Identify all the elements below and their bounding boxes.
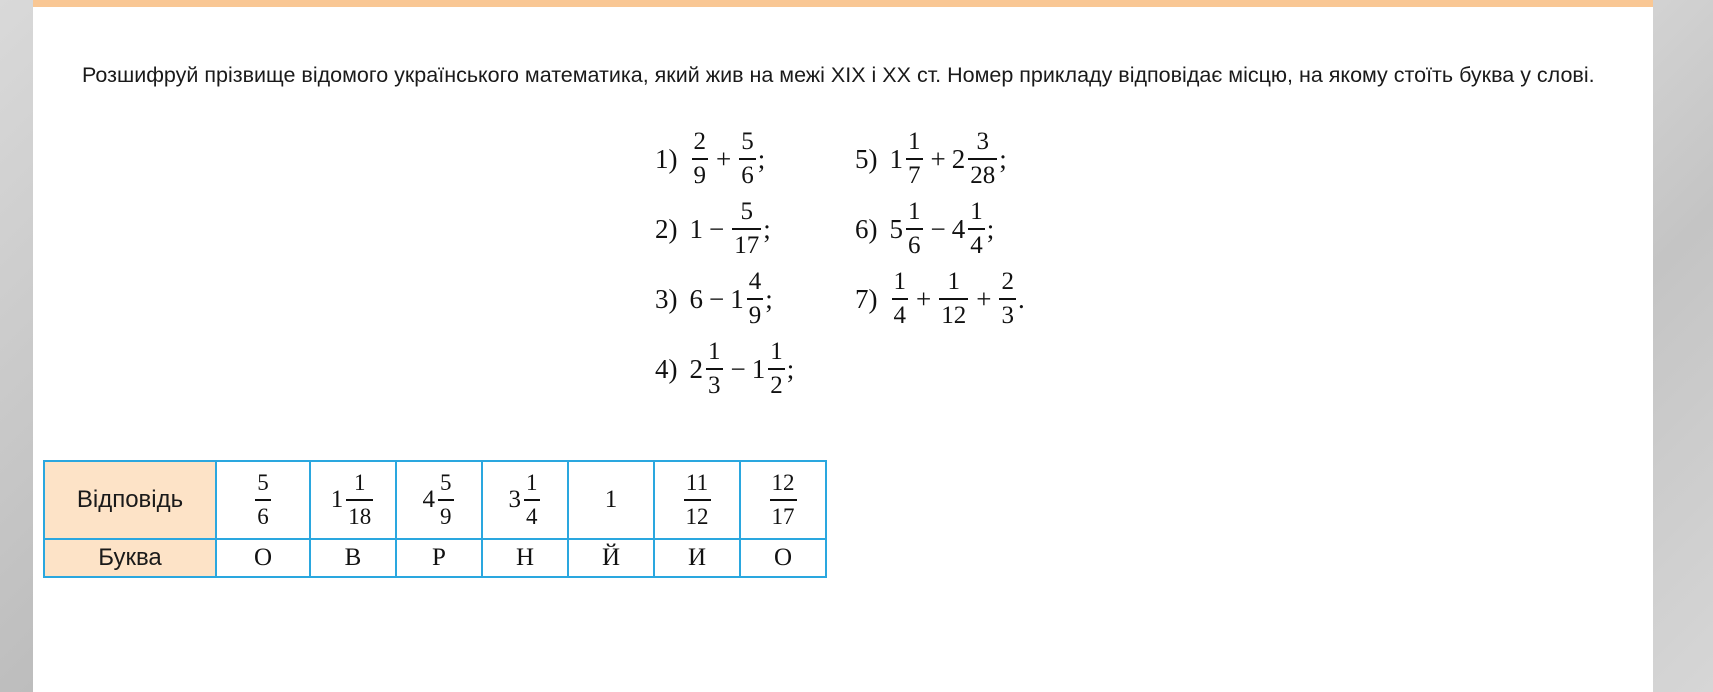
- fraction: [346, 467, 373, 533]
- denominator: 28: [970, 162, 996, 189]
- denominator: 2: [770, 372, 783, 399]
- letter-cell: Й: [568, 539, 654, 577]
- answer-cell: [482, 461, 568, 539]
- letter-cell: О: [216, 539, 310, 577]
- problem-2: [655, 196, 771, 262]
- answer-value: [605, 486, 618, 514]
- letter-cell: И: [654, 539, 740, 577]
- denominator: 4: [970, 232, 983, 259]
- numerator: 11: [685, 470, 709, 495]
- whole-part: 3: [508, 486, 521, 513]
- denominator: 18: [348, 504, 372, 529]
- answer-value: [768, 467, 799, 533]
- numerator: 2: [693, 128, 706, 155]
- problem-6: [855, 196, 994, 262]
- fraction: [906, 196, 923, 262]
- math-text: ;: [986, 213, 995, 244]
- answer-value: [509, 467, 542, 533]
- whole-part: 5: [889, 213, 903, 244]
- numerator: 1: [770, 338, 783, 365]
- numerator: 2: [1001, 268, 1014, 295]
- denominator: 9: [693, 162, 706, 189]
- operator: +: [716, 143, 732, 174]
- fraction: [524, 467, 540, 533]
- answer-table: [43, 460, 827, 578]
- fraction: [892, 266, 909, 332]
- fraction: [906, 126, 923, 192]
- fraction: [768, 336, 785, 402]
- answer-cell: [216, 461, 310, 539]
- letter-cell: Н: [482, 539, 568, 577]
- whole-part: 2: [689, 353, 703, 384]
- answer-cell: [396, 461, 482, 539]
- math-text: ;: [765, 283, 773, 314]
- fraction: [999, 266, 1016, 332]
- fraction: [684, 467, 711, 533]
- problem-number: 5): [855, 143, 878, 174]
- numerator: 3: [976, 128, 989, 155]
- problem-7: [855, 266, 1025, 332]
- numerator: 1: [908, 128, 921, 155]
- operator: −: [709, 213, 725, 244]
- answer-value: [682, 467, 713, 533]
- denominator: 4: [893, 302, 906, 329]
- answer-cell: [740, 461, 826, 539]
- math-text: ;: [757, 143, 766, 174]
- numerator: 1: [908, 198, 921, 225]
- operator: +: [916, 283, 932, 314]
- numerator: 4: [748, 268, 762, 295]
- fraction: [706, 336, 723, 402]
- problem-number: 4): [655, 353, 678, 384]
- numerator: 1: [708, 338, 721, 365]
- whole-part: 1: [330, 486, 344, 513]
- denominator: 12: [685, 504, 709, 529]
- whole-part: 1: [889, 143, 903, 174]
- answer-cell: [568, 461, 654, 539]
- denominator: 17: [734, 232, 760, 259]
- problem-number: 1): [655, 143, 678, 174]
- problem-3: [655, 266, 773, 332]
- fraction: [255, 467, 271, 533]
- denominator: 6: [908, 232, 921, 259]
- numerator: 1: [947, 268, 960, 295]
- math-text: ;: [786, 353, 795, 384]
- numerator: 5: [440, 470, 452, 495]
- problems-list: [33, 0, 1653, 692]
- fraction: [770, 467, 797, 533]
- fraction: [438, 467, 454, 533]
- denominator: 9: [748, 302, 762, 329]
- fraction: [939, 266, 968, 332]
- answer-cell: [654, 461, 740, 539]
- operator: −: [930, 213, 946, 244]
- fraction: [692, 126, 709, 192]
- fraction: [739, 126, 756, 192]
- operator: +: [976, 283, 992, 314]
- fraction: [968, 196, 985, 262]
- problem-number: 7): [855, 283, 878, 314]
- content-panel: [33, 0, 1653, 692]
- problem-number: 3): [655, 283, 678, 314]
- letter-cell: Р: [396, 539, 482, 577]
- denominator: 12: [941, 302, 967, 329]
- numerator: 12: [771, 470, 795, 495]
- task-instruction: Розшифруй прізвище відомого українського математика, який жив на межі XIX і XX ст. Номер прикладу відповідає місцю, на якому стоїть буква у слові.: [82, 63, 1595, 87]
- denominator: 6: [741, 162, 754, 189]
- numerator: 1: [354, 470, 366, 495]
- answer-cell: [310, 461, 396, 539]
- answer-row-label: Відповідь: [44, 461, 216, 539]
- problem-5: [855, 126, 1007, 192]
- letter-row: [44, 539, 826, 577]
- denominator: 9: [440, 504, 452, 529]
- math-text: 1: [689, 213, 703, 244]
- denominator: 7: [908, 162, 921, 189]
- operator: +: [930, 143, 946, 174]
- math-text: .: [1017, 283, 1025, 314]
- math-text: 6: [689, 283, 703, 314]
- operator: −: [709, 283, 725, 314]
- denominator: 17: [771, 504, 795, 529]
- problem-1: [655, 126, 765, 192]
- whole-part: 2: [951, 143, 966, 174]
- problem-4: [655, 336, 794, 402]
- fraction: [732, 196, 761, 262]
- math-text: ;: [999, 143, 1007, 174]
- math-text: 1: [604, 486, 618, 513]
- operator: −: [730, 353, 746, 384]
- numerator: 5: [740, 198, 753, 225]
- problem-number: 2): [655, 213, 678, 244]
- whole-part: 4: [951, 213, 966, 244]
- denominator: 6: [257, 504, 269, 529]
- letter-row-label: Буква: [44, 539, 216, 577]
- numerator: 1: [893, 268, 906, 295]
- denominator: 3: [708, 372, 721, 399]
- answer-value: [423, 467, 456, 533]
- fraction: [968, 126, 997, 192]
- denominator: 3: [1001, 302, 1014, 329]
- fraction: [747, 266, 764, 332]
- numerator: 1: [970, 198, 983, 225]
- numerator: 1: [526, 470, 538, 495]
- answer-row: [44, 461, 826, 539]
- letter-cell: О: [740, 539, 826, 577]
- answer-value: [253, 467, 273, 533]
- whole-part: 1: [751, 353, 766, 384]
- whole-part: 4: [422, 486, 435, 513]
- numerator: 5: [741, 128, 754, 155]
- letter-cell: В: [310, 539, 396, 577]
- numerator: 5: [257, 470, 269, 495]
- answer-value: [331, 467, 376, 533]
- whole-part: 1: [730, 283, 744, 314]
- math-text: ;: [763, 213, 771, 244]
- denominator: 4: [526, 504, 538, 529]
- problem-number: 6): [855, 213, 878, 244]
